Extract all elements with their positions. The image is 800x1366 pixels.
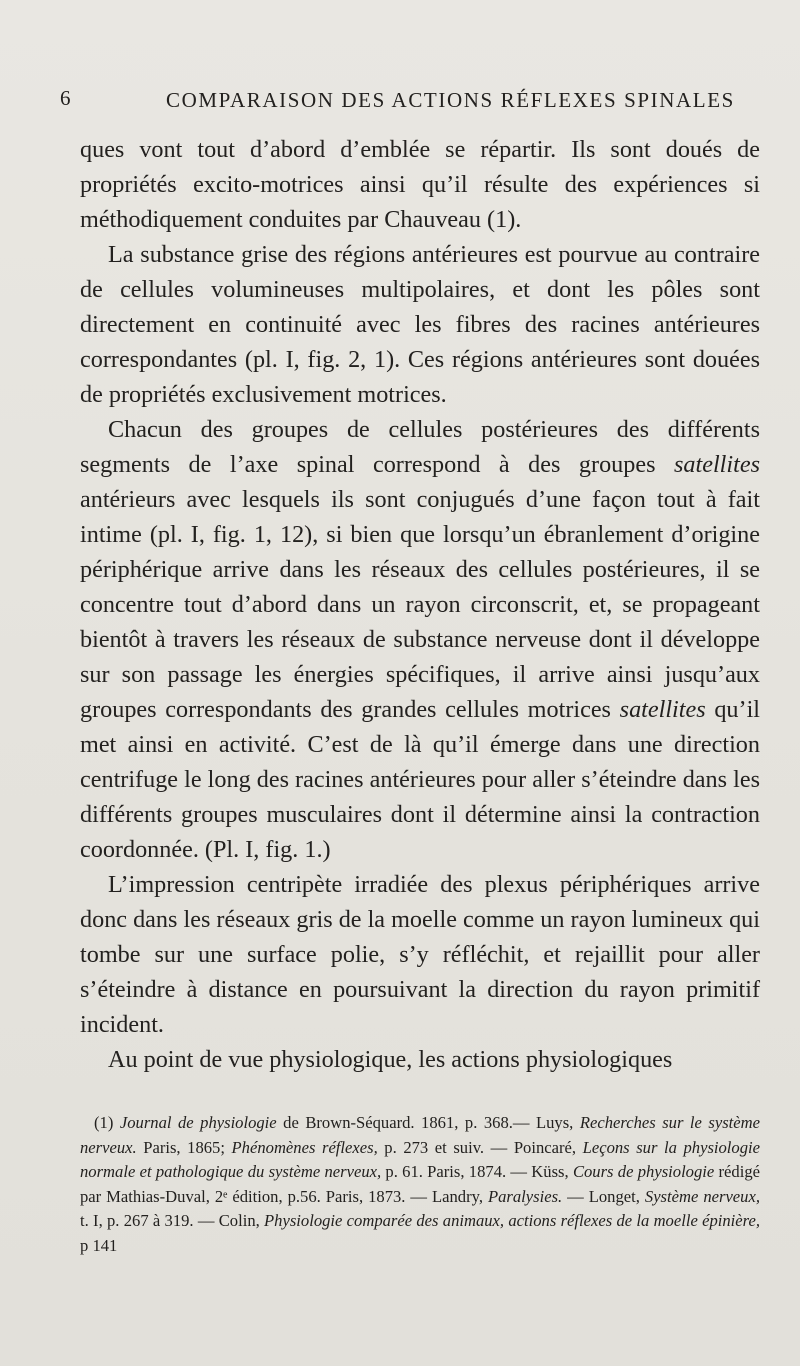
paragraph-continuation: ques vont tout d’abord d’emblée se répartir. Ils sont doués de propriétés excito-motrices ainsi qu’il résulte des expériences si méthodiquement conduites par Chauveau (1). <box>80 136 760 233</box>
footnote-italic: Journal de physiologie <box>119 1113 277 1132</box>
footnote-italic: Phénomènes réflexes, <box>231 1137 378 1157</box>
main-text <box>80 132 760 1077</box>
footnote-italic: Recherches sur le système nerveux. <box>80 1113 760 1157</box>
paragraph-groupes-cellules <box>80 412 760 867</box>
footnote-text: Paris, 1865; <box>136 1137 232 1157</box>
footnote-italic: Système nerveux, <box>644 1186 760 1206</box>
footnote-italic: Cours de physiologie <box>572 1162 715 1182</box>
footnote-text: — Longet, <box>562 1186 645 1206</box>
footnote-text: rédigé par Mathias-Duval, 2ᵉ édition, p.56. Paris, 1873. — Landry, <box>80 1162 760 1206</box>
footnote-text: p. 273 et suiv. — Poincaré, <box>377 1137 583 1157</box>
footnotes <box>80 1111 760 1259</box>
footnote-text: p 141 <box>80 1235 118 1255</box>
page-header <box>60 86 760 116</box>
text-span: antérieurs avec lesquels ils sont conjugués d’une façon tout à fait intime (pl. I, fig. 1, 12), si bien que lorsqu’un ébranlement d’origine périphérique arrive dans les réseaux des cellules postérieures, il se concentre tout d’abord dans un rayon circonscrit, et, se propageant bientôt à travers les réseaux de substance nerveuse dont il développe sur son passage les énergies spécifiques, il arrive ainsi jusqu’aux groupes correspondants des grandes cellules motrices <box>80 486 760 723</box>
text-span: qu’il met ainsi en activité. C’est de là qu’il émerge dans une direction centrifuge le long des racines antérieures pour aller s’éteindre dans les différents groupes musculaires dont il détermine ainsi la contraction coordonnée. (Pl. I, fig. 1.) <box>80 696 761 863</box>
footnote-text: p. 61. Paris, 1874. — Küss, <box>381 1162 573 1182</box>
italic-term: satellites <box>619 696 706 723</box>
footnote-text: de Brown-Séquard. 1861, p. 368.— Luys, <box>276 1113 580 1132</box>
footnote-1 <box>80 1111 760 1259</box>
italic-term: satellites <box>674 451 760 478</box>
footnote-marker: (1) <box>94 1113 120 1132</box>
footnote-text: t. I, p. 267 à 319. — Colin, <box>80 1211 265 1231</box>
footnote-italic: Physiologie comparée des animaux, actions réflexes de la moelle épinière, <box>264 1211 760 1231</box>
text-span: Chacun des groupes de cellules postérieures des différents segments de l’axe spinal correspond à des groupes <box>80 416 760 478</box>
running-title: COMPARAISON DES ACTIONS RÉFLEXES SPINALES <box>166 88 735 112</box>
paragraph-point-de-vue: Au point de vue physiologique, les actions physiologiques <box>108 1046 673 1073</box>
paragraph-impression-centripete: L’impression centripète irradiée des plexus périphériques arrive donc dans les réseaux gris de la moelle comme un rayon lumineux qui tombe sur une surface polie, s’y réfléchit, et rejaillit pour aller s’éteindre à distance en poursuivant la direction du rayon primitif incident. <box>80 871 760 1038</box>
footnote-italic: Paralysies. <box>487 1186 563 1206</box>
page-number: 6 <box>60 86 71 110</box>
footnote-italic: Leçons sur la physiologie normale et pathologique du système nerveux, <box>80 1137 760 1182</box>
paragraph-substance-grise: La substance grise des régions antérieures est pourvue au contraire de cellules volumineuses multipolaires, et dont les pôles sont directement en continuité avec les fibres des racines antérieures correspondantes (pl. I, fig. 2, 1). Ces régions antérieures sont douées de propriétés exclusivement motrices. <box>80 241 760 408</box>
